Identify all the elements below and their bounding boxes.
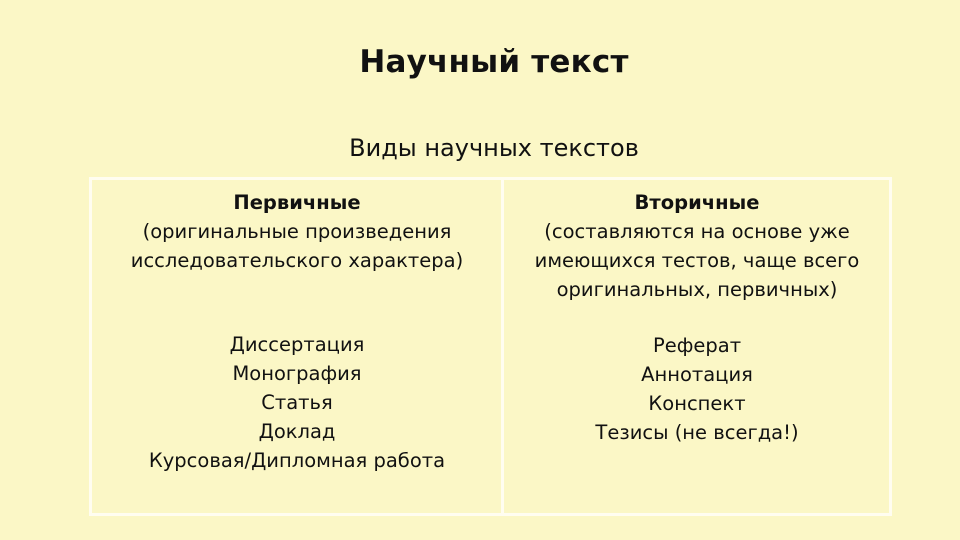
primary-list	[92, 330, 502, 475]
description-line: (оригинальные произведения	[142, 220, 452, 243]
list-item: Диссертация	[229, 333, 365, 356]
primary-column	[92, 180, 502, 475]
text-types-table	[89, 177, 892, 516]
list-item: Аннотация	[641, 363, 753, 386]
secondary-description	[504, 217, 890, 304]
description-line: оригинальных, первичных)	[556, 278, 838, 301]
secondary-heading: Вторичные	[634, 191, 760, 214]
secondary-list	[504, 331, 890, 447]
slide-title: Научный текст	[359, 44, 629, 80]
primary-heading: Первичные	[233, 191, 361, 214]
slide-subtitle: Виды научных текстов	[349, 134, 639, 162]
list-item: Доклад	[258, 420, 336, 443]
primary-description	[92, 217, 502, 275]
description-line: исследовательского характера)	[130, 249, 464, 272]
secondary-column	[504, 180, 890, 447]
list-item: Монография	[232, 362, 362, 385]
list-item: Конспект	[648, 392, 746, 415]
description-line: (составляются на основе уже	[544, 220, 850, 243]
list-item: Курсовая/Дипломная работа	[148, 449, 446, 472]
description-line: имеющихся тестов, чаще всего	[534, 249, 860, 272]
list-item: Статья	[261, 391, 333, 414]
list-item: Тезисы (не всегда!)	[595, 421, 799, 444]
list-item: Реферат	[652, 334, 742, 357]
